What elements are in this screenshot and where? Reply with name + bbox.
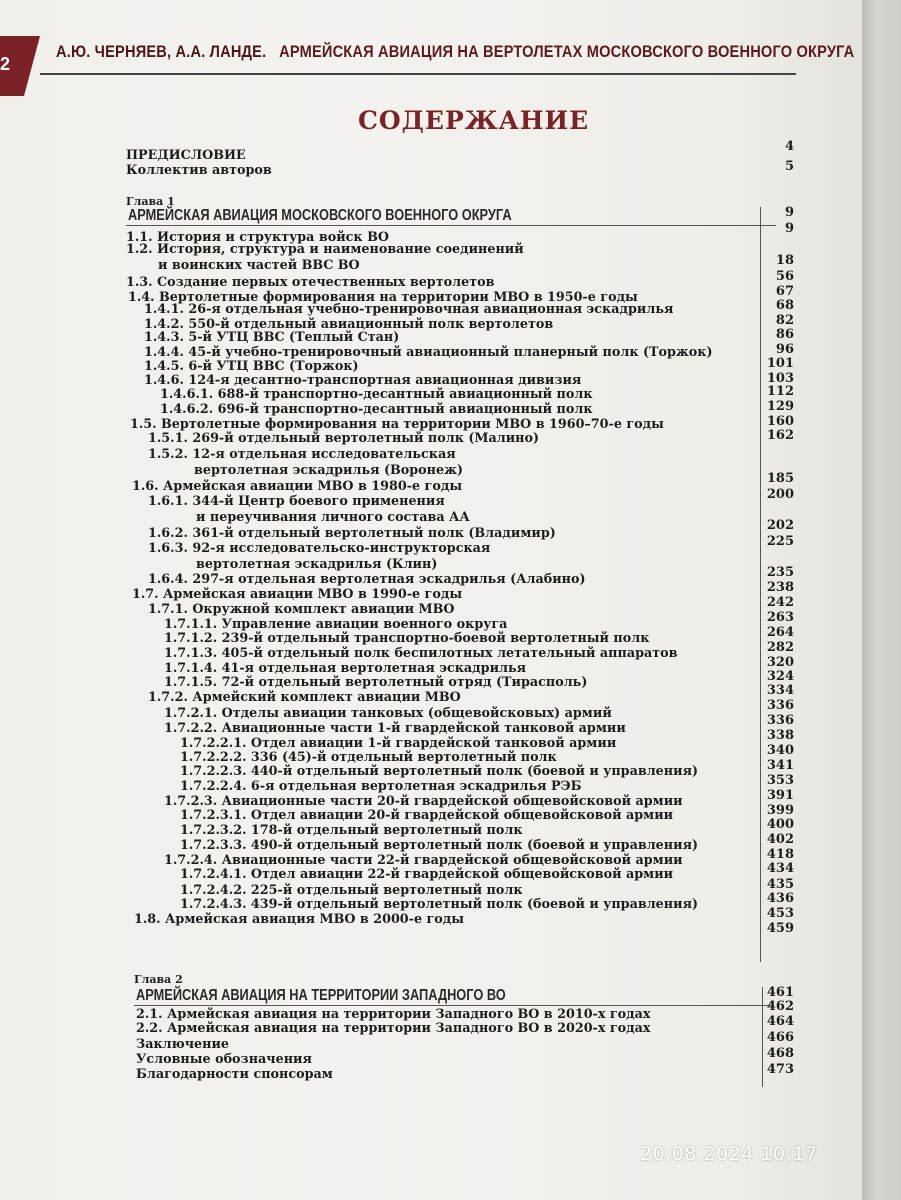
toc-entry xyxy=(164,632,659,646)
toc-entry-text: 1.4.6.2. 696-й транспортно-десантный авиационный полк xyxy=(160,402,593,417)
toc-entry xyxy=(144,346,724,360)
toc-entry xyxy=(160,388,601,402)
chapter-title: АРМЕЙСКАЯ АВИАЦИЯ НА ТЕРРИТОРИИ ЗАПАДНОГО ВО xyxy=(136,987,506,1004)
toc-entry-page: 336 xyxy=(766,713,794,728)
toc-front-page: 5 xyxy=(784,159,794,174)
toc-entry-text: 1.4.5. 6-й УТЦ ВВС (Торжок) xyxy=(144,359,359,374)
toc-entry xyxy=(126,243,532,257)
toc-entry-page: 338 xyxy=(766,728,794,743)
toc-entry-text: 1.7.2.3. Авиационные части 20-й гвардейской общевойсковой армии xyxy=(164,794,683,809)
toc-entry xyxy=(194,464,468,478)
toc-entry-page: 468 xyxy=(766,1046,794,1061)
chapter-title: АРМЕЙСКАЯ АВИАЦИЯ МОСКОВСКОГО ВОЕННОГО ОКРУГА xyxy=(128,207,512,224)
toc-entry xyxy=(180,765,709,779)
toc-entry xyxy=(180,868,683,882)
toc-entry-page: 462 xyxy=(766,999,794,1014)
toc-entry xyxy=(148,432,547,446)
toc-entry-page: 453 xyxy=(766,906,794,921)
toc-entry-page: 264 xyxy=(766,625,794,640)
header-rule xyxy=(40,73,796,75)
toc-entry xyxy=(180,737,625,751)
toc-entry-text: 1.1. История и структура войск ВО xyxy=(126,230,389,245)
toc-entry xyxy=(180,898,709,912)
toc-entry xyxy=(164,795,693,809)
toc-entry-page: 112 xyxy=(766,384,794,399)
page-edge-shadow xyxy=(862,0,901,1200)
toc-entry-text: 1.7.1.4. 41-я отдельная вертолетная эскадрилья xyxy=(164,661,527,676)
toc-entry xyxy=(148,495,451,509)
chapter-label: Глава 2 xyxy=(134,973,183,986)
toc-entry-text: 1.7.2.3.1. Отдел авиации 20-й гвардейской общевойсковой армии xyxy=(180,808,674,823)
toc-entry xyxy=(136,1068,337,1082)
toc-entry xyxy=(134,913,471,927)
toc-entry-page: 160 xyxy=(766,414,794,429)
toc-entry-page: 82 xyxy=(775,313,794,328)
toc-entry xyxy=(132,588,469,602)
toc-entry-text: 1.7.1.2. 239-й отдельный транспортно-боевой вертолетный полк xyxy=(164,631,650,646)
toc-entry-text: 1.7.1.5. 72-й отдельный вертолетный отряд (Тирасполь) xyxy=(164,675,588,690)
toc-entry-text: 1.4.6. 124-я десантно-транспортная авиационная дивизия xyxy=(144,373,582,388)
toc-entry-page: 418 xyxy=(766,847,794,862)
toc-entry-text: 2.1. Армейская авиация на территории Западного ВО в 2010-х годах xyxy=(136,1007,651,1022)
toc-entry xyxy=(148,542,497,556)
toc-entry xyxy=(130,418,675,432)
toc-entry-page: 238 xyxy=(766,580,794,595)
toc-entry-page: 235 xyxy=(766,565,794,580)
toc-entry-text: 1.7.2.3.3. 490-й отдельный вертолетный полк (боевой и управления) xyxy=(180,838,699,853)
toc-entry-page: 103 xyxy=(766,371,794,386)
toc-entry-text: и переучивания личного состава АА xyxy=(196,510,470,525)
running-header xyxy=(56,42,854,62)
toc-entry-page: 86 xyxy=(775,327,794,342)
toc-entry-text: 1.7.2. Армейский комплект авиации МВО xyxy=(148,690,461,705)
toc-entry-text: 1.5.1. 269-й отдельный вертолетный полк (Малино) xyxy=(148,431,540,446)
toc-entry xyxy=(136,1038,231,1052)
toc-entry-text: Условные обозначения xyxy=(136,1052,312,1067)
toc-entry-page: 185 xyxy=(766,471,794,486)
toc-entry-text: 1.6.4. 297-я отдельная вертолетная эскадрилья (Алабино) xyxy=(148,572,586,587)
toc-front-entry-text: ПРЕДИСЛОВИЕ xyxy=(126,148,246,163)
toc-entry xyxy=(180,824,530,838)
toc-entry xyxy=(196,511,475,525)
chapter-rule xyxy=(126,225,776,226)
toc-entry-text: вертолетная эскадрилья (Воронеж) xyxy=(194,463,463,478)
toc-entry xyxy=(164,722,635,736)
toc-entry-page: 96 xyxy=(775,342,794,357)
toc-entry-page: 434 xyxy=(766,861,794,876)
toc-entry-text: 1.4. Вертолетные формирования на территории МВО в 1950-е годы xyxy=(128,290,638,305)
toc-entry-text: 1.7.2.1. Отделы авиации танковых (общевойсковых) армий xyxy=(164,706,612,721)
toc-entry-page: 336 xyxy=(766,698,794,713)
toc-entry xyxy=(164,854,693,868)
toc-entry xyxy=(180,884,530,898)
toc-entry xyxy=(196,558,442,572)
toc-entry-text: 1.6. Армейская авиации МВО в 1980-е годы xyxy=(132,479,463,494)
toc-entry-page: 341 xyxy=(766,758,794,773)
toc-entry xyxy=(148,448,462,462)
toc-entry-page: 320 xyxy=(766,655,794,670)
toc-entry xyxy=(136,1053,315,1067)
toc-entry-text: 1.7.1. Окружной комплект авиации МВО xyxy=(148,602,455,617)
toc-entry xyxy=(136,1022,661,1036)
toc-entry xyxy=(144,360,363,374)
toc-entry-text: 1.4.3. 5-й УТЦ ВВС (Теплый Стан) xyxy=(144,330,400,345)
toc-entry xyxy=(180,751,564,765)
chapter-title-page: 461 xyxy=(766,985,794,1000)
toc-entry-page: 162 xyxy=(766,428,794,443)
toc-entry xyxy=(164,618,514,632)
toc-entry-page: 18 xyxy=(775,253,794,268)
toc-entry-page: 282 xyxy=(766,640,794,655)
toc-entry-text: 1.6.3. 92-я исследовательско-инструкторская xyxy=(148,541,491,556)
toc-entry-text: 1.7.2.2.2. 336 (45)-й отдельный вертолетный полк xyxy=(180,750,557,765)
toc-front-entry xyxy=(126,149,248,163)
toc-entry xyxy=(180,809,683,823)
toc-entry xyxy=(148,691,467,705)
page-number-column xyxy=(740,0,794,1200)
toc-entry-text: 1.5.2. 12-я отдельная исследовательская xyxy=(148,447,456,462)
toc-entry-page: 473 xyxy=(766,1062,794,1077)
toc-entry-text: Заключение xyxy=(136,1037,230,1052)
toc-entry-page: 242 xyxy=(766,595,794,610)
toc-entry-page: 129 xyxy=(766,399,794,414)
toc-entry-text: 1.7.2.3.2. 178-й отдельный вертолетный полк xyxy=(180,823,523,838)
toc-entry-text: 1.7.1.1. Управление авиации военного округа xyxy=(164,617,508,632)
toc-entry-page: 435 xyxy=(766,877,794,892)
toc-entry-text: Благодарности спонсорам xyxy=(136,1067,333,1082)
toc-entry-page: 459 xyxy=(766,921,794,936)
toc-entry-page: 9 xyxy=(784,221,794,236)
toc-entry-text: 1.7.2.4.1. Отдел авиации 22-й гвардейской общевойсковой армии xyxy=(180,867,674,882)
toc-entry-page: 200 xyxy=(766,487,794,502)
toc-entry-text: 1.7.2.4.3. 439-й отдельный вертолетный полк (боевой и управления) xyxy=(180,897,699,912)
toc-entry xyxy=(126,276,502,290)
toc-front-page: 4 xyxy=(784,139,794,154)
toc-entry-text: 1.4.1. 26-я отдельная учебно-тренировочная авиационная эскадрилья xyxy=(144,302,674,317)
toc-entry xyxy=(132,480,469,494)
toc-entry-page: 353 xyxy=(766,773,794,788)
chapter-title-page: 9 xyxy=(784,205,794,220)
toc-entry-text: 1.7.2.4. Авиационные части 22-й гвардейской общевойсковой армии xyxy=(164,853,683,868)
toc-entry xyxy=(180,780,590,794)
toc-entry-page: 324 xyxy=(766,669,794,684)
toc-entry-page: 68 xyxy=(775,298,794,313)
header-authors: А.Ю. ЧЕРНЯЕВ, А.А. ЛАНДЕ. xyxy=(56,42,267,61)
toc-entry xyxy=(148,603,461,617)
toc-entry-text: вертолетная эскадрилья (Клин) xyxy=(196,557,438,572)
toc-entry-text: 2.2. Армейская авиация на территории Западного ВО в 2020-х годах xyxy=(136,1021,651,1036)
toc-entry-text: 1.5. Вертолетные формирования на территории МВО в 1960–70-е годы xyxy=(130,417,664,432)
toc-entry xyxy=(164,676,596,690)
toc-entry-page: 263 xyxy=(766,610,794,625)
toc-entry-page: 466 xyxy=(766,1030,794,1045)
toc-entry-text: 1.7.2.2.4. 6-я отдельная вертолетная эскадрилья РЭБ xyxy=(180,779,582,794)
toc-front-entry-text: Коллектив авторов xyxy=(126,163,272,178)
toc-entry xyxy=(180,839,709,853)
toc-entry-page: 402 xyxy=(766,832,794,847)
toc-entry-text: 1.7.2.4.2. 225-й отдельный вертолетный полк xyxy=(180,883,523,898)
toc-entry-page: 101 xyxy=(766,356,794,371)
toc-entry-page: 400 xyxy=(766,817,794,832)
toc-entry-text: 1.7. Армейская авиации МВО в 1990-е годы xyxy=(132,587,463,602)
toc-entry xyxy=(164,647,688,661)
toc-entry-text: 1.7.1.3. 405-й отдельный полк беспилотных летательный аппаратов xyxy=(164,646,678,661)
toc-entry-page: 391 xyxy=(766,788,794,803)
chapter-rule xyxy=(134,1005,774,1006)
toc-entry xyxy=(164,707,621,721)
toc-entry-text: 1.4.6.1. 688-й транспортно-десантный авиационный полк xyxy=(160,387,593,402)
toc-entry-page: 225 xyxy=(766,534,794,549)
toc-entry-text: 1.7.2.2. Авиационные части 1-й гвардейской танковой армии xyxy=(164,721,626,736)
toc-entry-text: 1.7.2.2.1. Отдел авиации 1-й гвардейской танковой армии xyxy=(180,736,617,751)
toc-entry xyxy=(160,403,601,417)
toc-entry-page: 202 xyxy=(766,518,794,533)
toc-entry-text: 1.2. История, структура и наименование соединений xyxy=(126,242,524,257)
page-number: 2 xyxy=(0,54,11,74)
toc-entry-text: 1.4.2. 550-й отдельный авиационный полк вертолетов xyxy=(144,317,554,332)
page-title: СОДЕРЖАНИЕ xyxy=(358,106,590,135)
toc-entry xyxy=(144,331,404,345)
toc-entry xyxy=(148,527,564,541)
toc-entry-page: 340 xyxy=(766,743,794,758)
toc-entry-text: и воинских частей ВВС ВО xyxy=(158,258,360,273)
toc-entry-page: 334 xyxy=(766,683,794,698)
toc-entry xyxy=(144,303,684,317)
toc-entry-text: 1.7.2.2.3. 440-й отдельный вертолетный полк (боевой и управления) xyxy=(180,764,699,779)
toc-entry xyxy=(164,662,533,676)
toc-front-entry xyxy=(126,164,275,178)
toc-entry-text: 1.6.2. 361-й отдельный вертолетный полк (Владимир) xyxy=(148,526,556,541)
toc-entry xyxy=(158,259,364,273)
toc-entry xyxy=(144,374,590,388)
chapter-label: Глава 1 xyxy=(126,195,175,208)
toc-entry xyxy=(136,1008,661,1022)
toc-entry-text: 1.6.1. 344-й Центр боевого применения xyxy=(148,494,445,509)
toc-entry-page: 67 xyxy=(775,284,794,299)
toc-entry-text: 1.3. Создание первых отечественных вертолетов xyxy=(126,275,495,290)
toc-entry-page: 436 xyxy=(766,891,794,906)
toc-entry-text: 1.8. Армейская авиация МВО в 2000-е годы xyxy=(134,912,465,927)
toc-entry-text: 1.4.4. 45-й учебно-тренировочный авиационный планерный полк (Торжок) xyxy=(144,345,713,360)
toc-entry-page: 399 xyxy=(766,803,794,818)
toc-entry-page: 464 xyxy=(766,1014,794,1029)
toc-entry xyxy=(148,573,594,587)
photo-timestamp: 20.08.2024 10:17 xyxy=(640,1143,818,1165)
header-book-title: АРМЕЙСКАЯ АВИАЦИЯ НА ВЕРТОЛЕТАХ МОСКОВСКОГО ВОЕННОГО ОКРУГА xyxy=(279,42,855,61)
toc-entry-page: 56 xyxy=(775,269,794,284)
